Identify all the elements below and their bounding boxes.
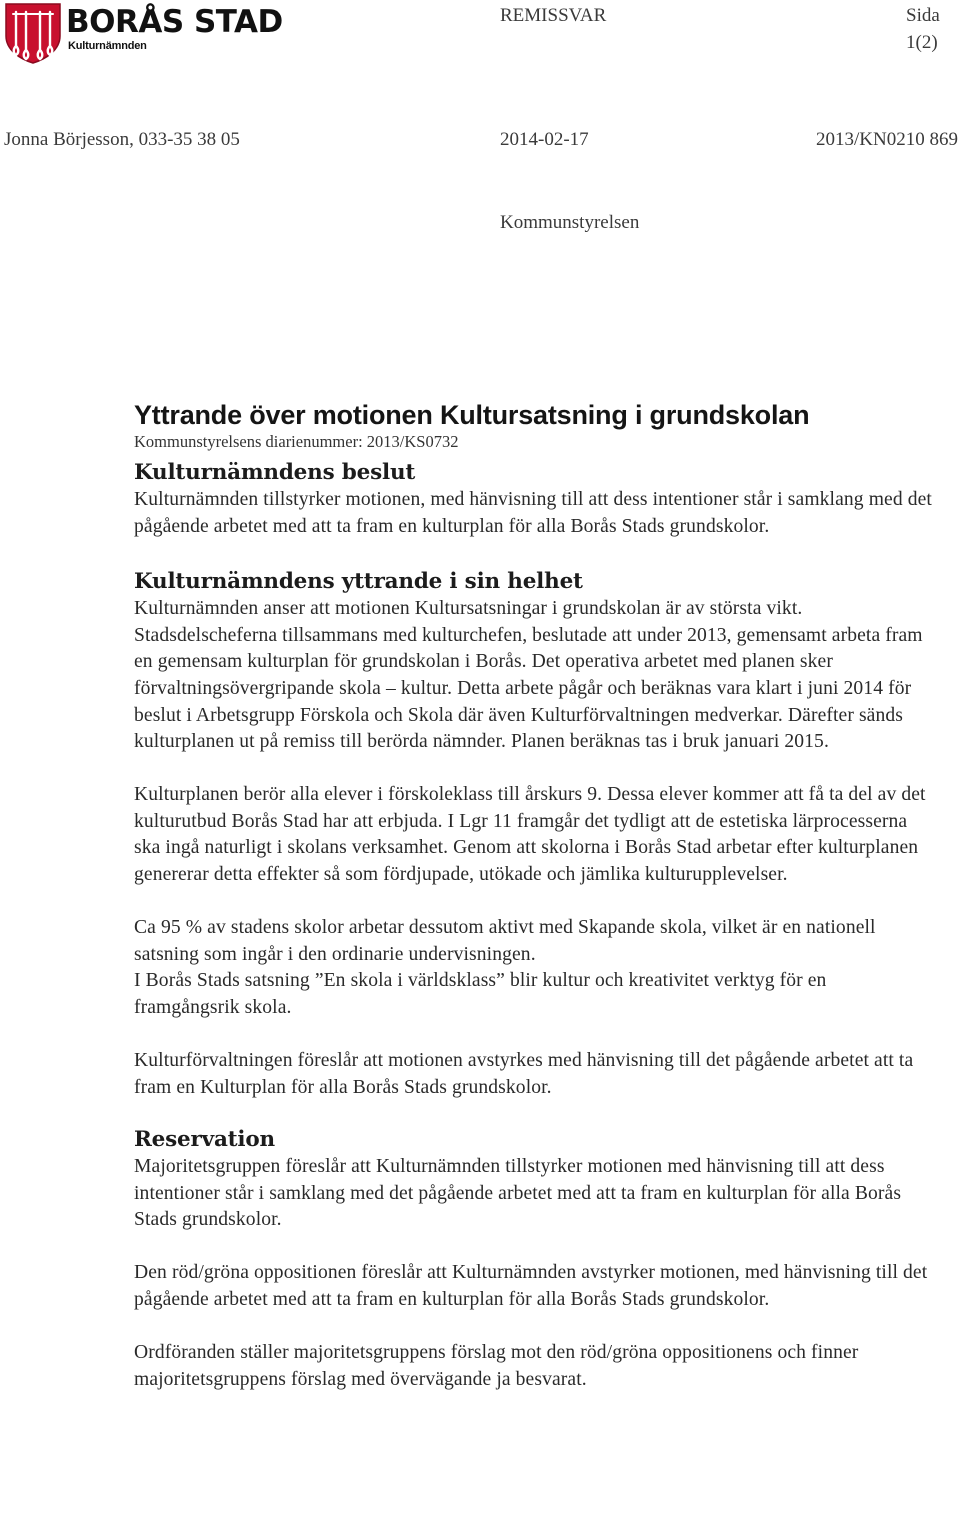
recipient: Kommunstyrelsen [500, 212, 640, 233]
decision-heading: Kulturnämndens beslut [134, 460, 416, 485]
statement-paragraph: Kulturplanen berör alla elever i förskoleklass till årskurs 9. Dessa elever kommer att få ta del av det kulturutbud Borås Stad har att erbjuda. I Lgr 11 framgår det tydligt att de estetiska lärprocesserna ska ingå naturligt i skolans verksamhet. Genom att skolorna i Borås Stad arbetar efter kulturplanen genererar detta effekter så som fördjupade, utökade och jämlika kulturupplevelser. [134, 784, 926, 886]
document-date: 2014-02-17 [500, 129, 589, 150]
borås-stad-logo [4, 2, 283, 64]
document-body [134, 398, 934, 1393]
reservation-paragraph: Ordföranden ställer majoritetsgruppens förslag mot den röd/gröna oppositionens och finner majoritetsgruppens förslag med övervägande ja besvarat. [134, 1342, 859, 1390]
document-type: REMISSVAR [500, 5, 607, 26]
logo-name: BORÅS STAD [66, 4, 283, 40]
coat-of-arms-icon [4, 2, 62, 64]
logo-department: Kulturnämnden [68, 40, 147, 52]
page-label: Sida [906, 5, 940, 26]
statement-paragraph: Kulturnämnden anser att motionen Kultursatsningar i grundskolan är av största vikt. Stadsdelscheferna tillsammans med kulturchefen, beslutade att under 2013, gemensamt arbeta fram en gemensam kulturplan för grundskolan i Borås. Det operativa arbetet med planen sker förvaltningsövergripande skola – kultur. Detta arbete pågår och beräknas vara klart i juni 2014 för beslut i Arbetsgrupp Förskola och Skola där även Kulturförvaltningen medverkar. Därefter sänds kulturplanen ut på remiss till berörda nämnder. Planen beräknas tas i bruk januari 2015. [134, 598, 923, 753]
statement-paragraph: Ca 95 % av stadens skolor arbetar dessutom aktivt med Skapande skola, vilket är en nationell satsning som ingår i den ordinarie undervisningen. [134, 917, 876, 965]
statement-paragraph: I Borås Stads satsning ”En skola i världsklass” blir kultur och kreativitet verktyg för en framgångsrik skola. [134, 970, 827, 1018]
document-subtitle: Kommunstyrelsens diarienummer: 2013/KS0732 [134, 432, 459, 451]
logo-wordmark [66, 2, 283, 52]
statement-paragraph: Kulturförvaltningen föreslår att motionen avstyrkes med hänvisning till det pågående arbetet att ta fram en Kulturplan för alla Borås Stads grundskolor. [134, 1050, 914, 1098]
reservation-paragraph: Den röd/gröna oppositionen föreslår att Kulturnämnden avstyrker motionen, med hänvisning till det pågående arbetet med att ta fram en kulturplan för alla Borås Stads grundskolor. [134, 1262, 928, 1311]
document-title: Yttrande över motionen Kultursatsning i grundskolan [134, 400, 810, 430]
statement-heading: Kulturnämndens yttrande i sin helhet [134, 569, 583, 595]
page-number: 1(2) [906, 32, 938, 53]
reservation-heading: Reservation [134, 1127, 275, 1153]
author-contact: Jonna Börjesson, 033-35 38 05 [4, 129, 240, 150]
decision-paragraph: Kulturnämnden tillstyrker motionen, med hänvisning till att dess intentioner står i samklang med det pågående arbetet med att ta fram en kulturplan för alla Borås Stads grundskolor. [134, 489, 932, 537]
reference-number: 2013/KN0210 869 [816, 129, 958, 150]
reservation-paragraph: Majoritetsgruppen föreslår att Kulturnämnden tillstyrker motionen med hänvisning till att dess intentioner står i samklang med det pågående arbetet med att ta fram en kulturplan för alla Borås Stads grundskolor. [134, 1156, 902, 1231]
